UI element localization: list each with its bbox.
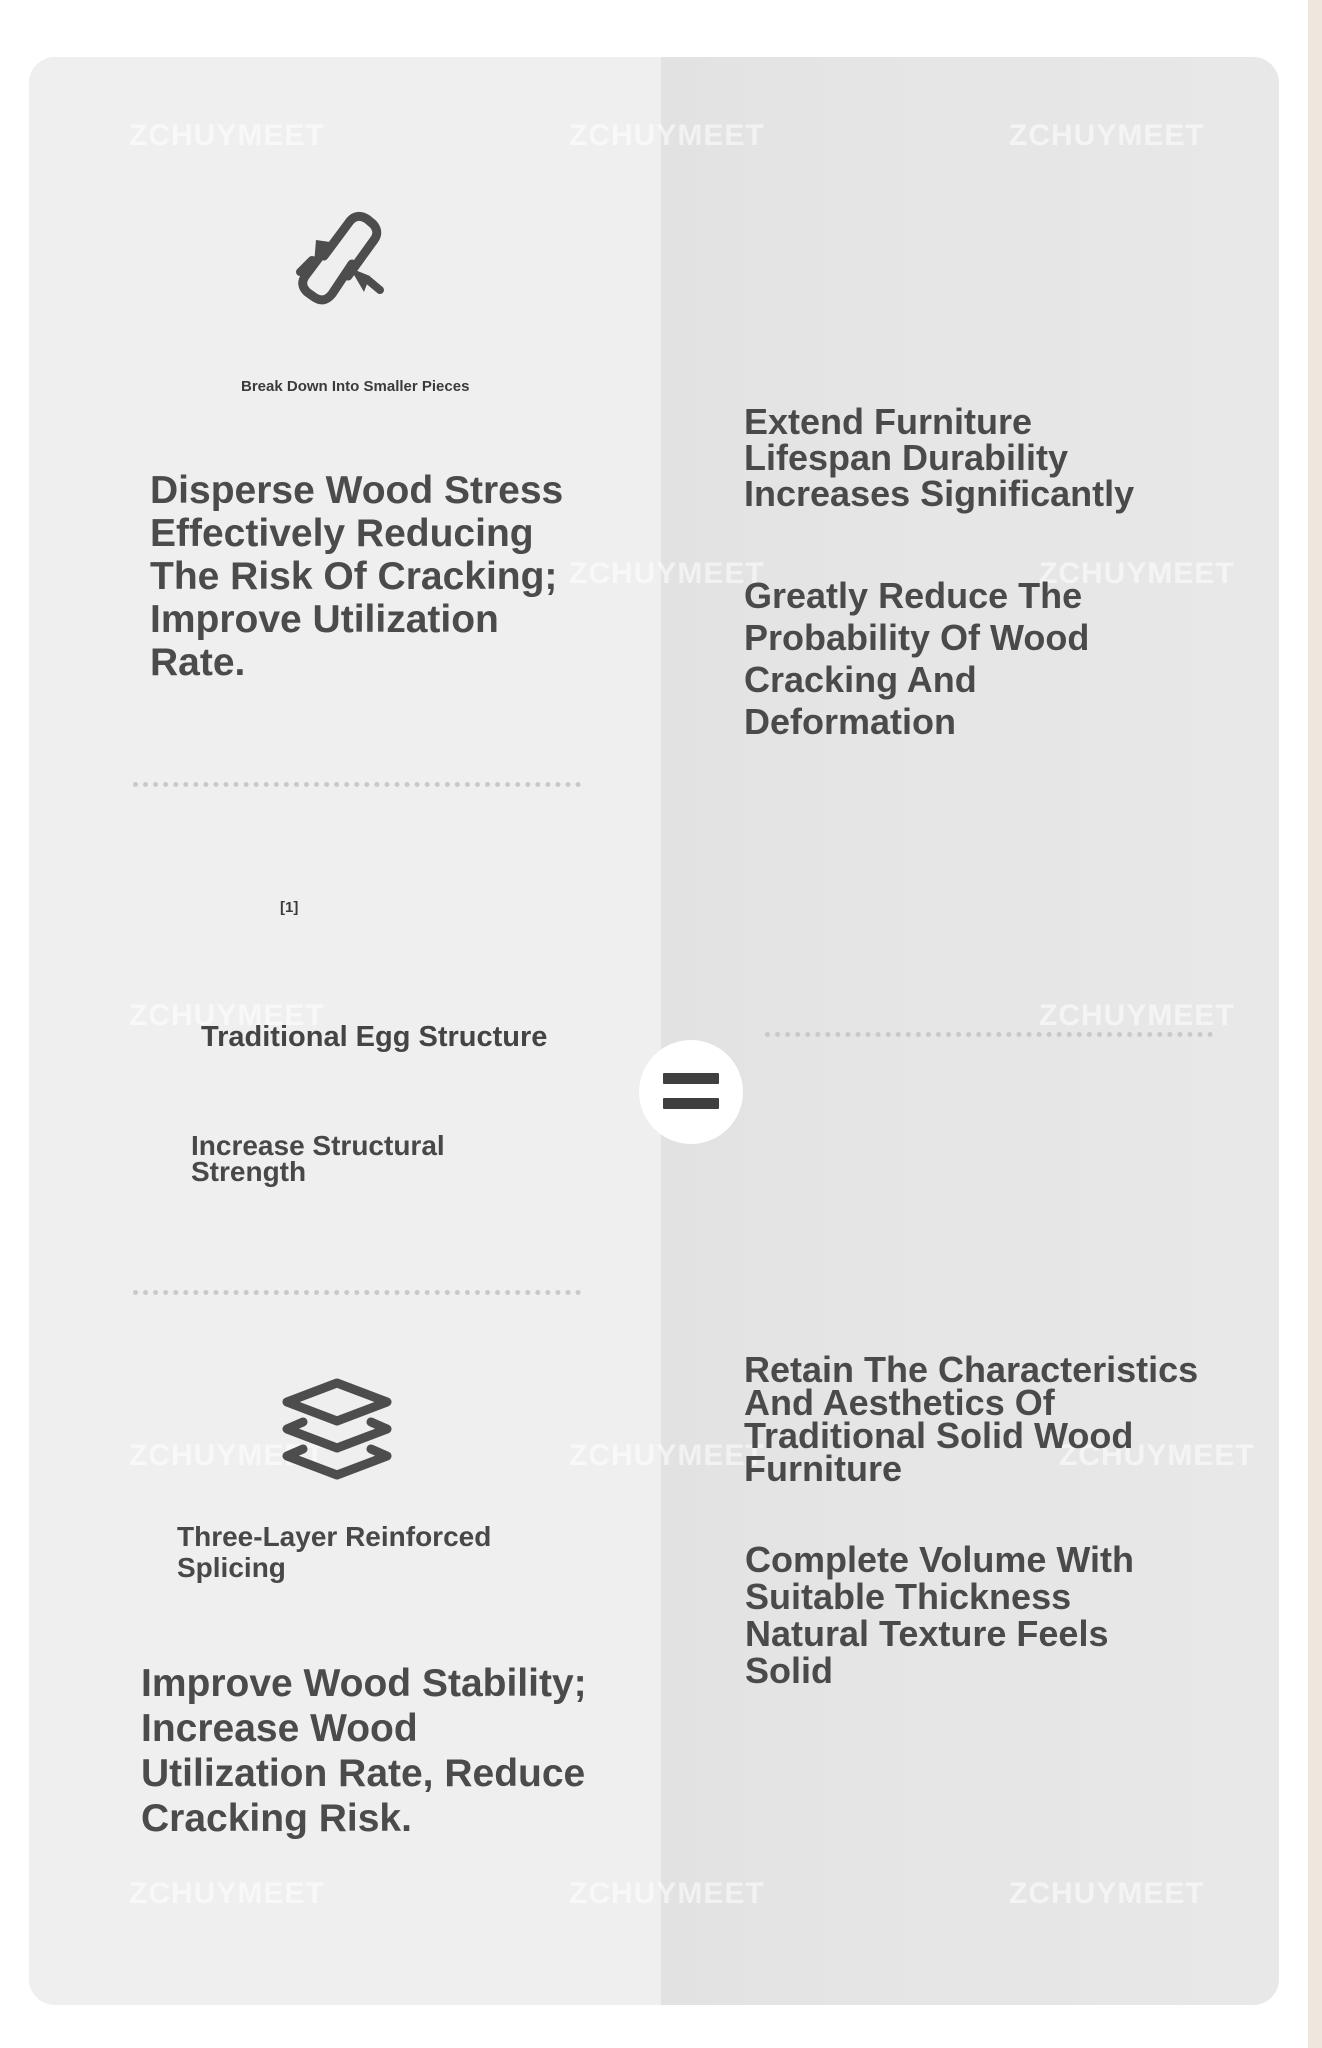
watermark: ZCHUYMEET (569, 119, 765, 152)
section2-description: Increase Structural Strength (191, 1130, 445, 1187)
watermark: ZCHUYMEET (129, 1877, 325, 1910)
equals-icon (639, 1040, 743, 1144)
comparison-card (29, 57, 1279, 2005)
broken-link-icon (272, 194, 402, 324)
edge-strip (1308, 0, 1322, 2048)
section3-label: Three-Layer Reinforced Splicing (177, 1521, 492, 1583)
block2-subtitle: Complete Volume With Suitable Thickness Natural Texture Feels Solid (745, 1539, 1135, 1691)
watermark: ZCHUYMEET (129, 1439, 325, 1472)
section1-description: Disperse Wood Stress Effectively Reducing The Risk Of Cracking; Improve Utilization Rate. (150, 469, 564, 684)
divider-dotted (765, 1032, 1213, 1037)
section3-description: Improve Wood Stability; Increase Wood Utilization Rate, Reduce Cracking Risk. (141, 1662, 587, 1840)
block1-subtitle: Greatly Reduce The Probability Of Wood Cracking And Deformation (744, 575, 1090, 742)
section1-label: Break Down Into Smaller Pieces (241, 378, 470, 395)
watermark: ZCHUYMEET (129, 999, 325, 1032)
watermark: ZCHUYMEET (569, 557, 765, 590)
divider-dotted (133, 782, 581, 787)
block2-title: Retain The Characteristics And Aesthetics Of Traditional Solid Wood Furniture (744, 1349, 1199, 1489)
watermark: ZCHUYMEET (569, 1439, 765, 1472)
block1-title: Extend Furniture Lifespan Durability Increases Significantly (744, 401, 1135, 514)
stacked-layers-icon (279, 1375, 395, 1485)
watermark: ZCHUYMEET (1039, 557, 1235, 590)
watermark: ZCHUYMEET (1059, 1439, 1255, 1472)
section2-label: Traditional Egg Structure (201, 1021, 548, 1053)
watermark: ZCHUYMEET (1009, 1877, 1205, 1910)
watermark: ZCHUYMEET (1039, 999, 1235, 1032)
divider-dotted (133, 1290, 581, 1295)
watermark: ZCHUYMEET (569, 1877, 765, 1910)
watermark: ZCHUYMEET (1009, 119, 1205, 152)
watermark: ZCHUYMEET (129, 119, 325, 152)
section2-marker: [1] (280, 899, 299, 916)
